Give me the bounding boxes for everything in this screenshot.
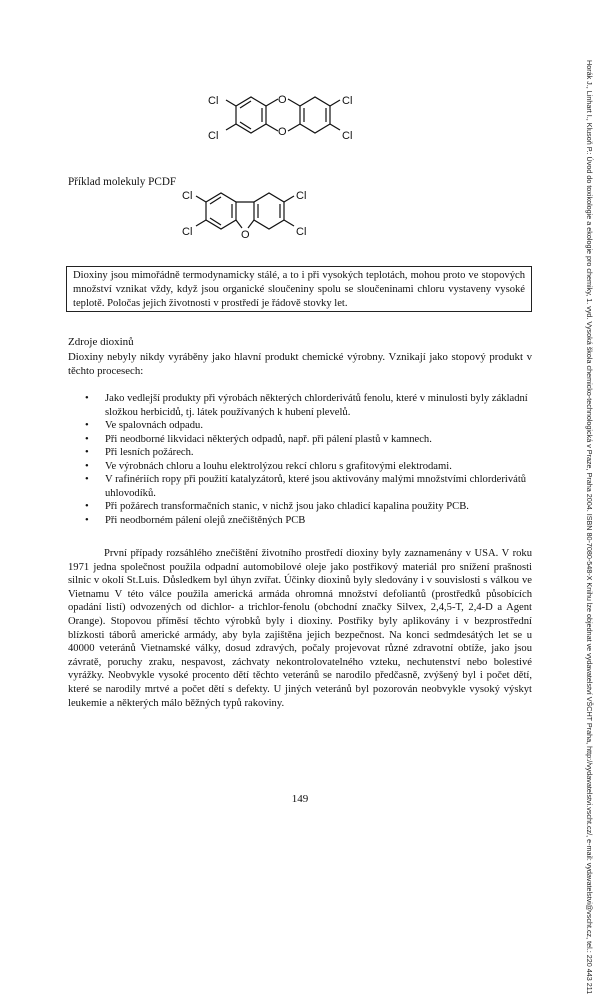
pcdd-oxygen-top: O: [278, 94, 287, 106]
list-item: [68, 392, 532, 419]
pcdf-structure: [0, 180, 600, 260]
bullet-icon: •: [85, 501, 89, 512]
list-item-text: Při neodborném pálení olejů znečištěných PCB: [105, 514, 306, 526]
list-item-text: Ve výrobnách chloru a louhu elektrolýzou rekcí chloru s grafitovými elektrodami.: [105, 460, 452, 472]
section-intro: Dioxiny nebyly nikdy vyráběny jako hlavní produkt chemické výrobny. Vznikají jako stopový produkt v těchto procesech:: [68, 351, 532, 377]
pcdf-cl-bottom-right: Cl: [296, 226, 307, 238]
pcdd-structure: [0, 0, 600, 170]
body-paragraph: První případy rozsáhlého znečištění životního prostředí dioxiny byly zaznamenány v USA. V roku 1971 jedna společnost použila odpadní automobilové oleje jako postřikový materiál pro snížení prašnosti silnic v okolí St.Luis. Důsledkem byl úhyn zvířat. Účinky dioxinů byly sledovány i v souvislosti s válkou ve Vietnamu V této válce použila americká armáda ohromná množství defoliantů (prostředků působících opadání listí) odvozených od dichlor- a trichlor-fenolu (obchodní značky Silvex, 2,4,5-T, 2,4-D a Agent Orange). Stopovou příměsí těchto výrobků byly i dioxiny. Postřiky byly aplikovány i v bezprostřední blízkosti táborů americké armády, aby byla zajištěna jejich bezpečnost. Na konci sedmdesátých let se u 40000 veteránů Vietnamské války, dosud zdravých, počaly projevovat různé zdravotní obtíže, jako jsou závratě, poruchy zraku, nespavost, záchvaty nekontrolovatelného vzteku, nechutenství nebo bolestivé vyrážky. Neobvykle vysoké procento dětí těchto veteránů se narodilo předčasně, zvýšený byl i počet dětí, které se narodily mrtvé a počet dětí s defekty. U jiných veteránů byl pozorován neobvykle vysoký výskyt leukemie a některých málo běžných typů rakoviny.: [68, 548, 532, 709]
bullet-icon: •: [85, 514, 89, 526]
bullet-icon: •: [85, 393, 89, 404]
pcdd-cl-bottom-right: Cl: [342, 130, 353, 142]
list-item: [68, 473, 532, 500]
list-item: [68, 433, 532, 447]
pcdd-cl-bottom-left: Cl: [208, 130, 219, 142]
list-item-text: Jako vedlejší produkty při výrobách některých chlorderivátů fenolu, které v minulosti byly základní složkou herbicidů, tj. látek používaných k hubení plevelů.: [105, 393, 528, 418]
highlight-box: Dioxiny jsou mimořádně termodynamicky stálé, a to i při vysokých teplotách, mohou proto ve stopových množství vznikat vždy, když jsou organické sloučeniny spolu se sloučeninami chloru vystaveny vysoké teplotě. Poločas jejich životnosti v prostředí je řádově stovky let.: [66, 266, 532, 312]
list-item: [68, 500, 532, 514]
section-heading: Zdroje dioxinů: [68, 336, 134, 348]
pcdd-cl-top-left: Cl: [208, 95, 219, 107]
pcdf-cl-bottom-left: Cl: [182, 226, 193, 238]
page-number: 149: [291, 793, 309, 805]
side-citation: [568, 60, 594, 994]
bullet-icon: •: [85, 474, 89, 485]
bullet-icon: •: [85, 460, 89, 472]
list-item: [68, 514, 532, 528]
pcdf-cl-top-right: Cl: [296, 190, 307, 202]
bullet-icon: •: [85, 420, 89, 431]
list-item-text: Při neodborné likvidaci některých odpadů, např. při pálení plastů v kamnech.: [105, 433, 432, 445]
list-item: [68, 460, 532, 474]
figure-caption: Příklad molekuly PCDF: [68, 176, 177, 188]
list-item-text: Při lesních požárech.: [105, 447, 194, 458]
sources-list: [68, 392, 532, 527]
bullet-icon: •: [85, 447, 89, 458]
pcdf-oxygen: O: [241, 229, 250, 241]
list-item-text: Při požárech transformačních stanic, v nichž jsou jako chladicí kapalina použity PCB.: [105, 501, 469, 512]
list-item-text: Ve spalovnách odpadu.: [105, 420, 203, 431]
pcdd-oxygen-bottom: O: [278, 126, 287, 138]
bullet-icon: •: [85, 433, 89, 445]
side-citation-text: Horák J., Linhart I., Klusoň P.: Úvod do toxikologie a ekologie pro chemiky, 1. vyd. Vysoká škola chemicko-technologická v Praze, Praha 2004. ISBN 80-7080-548-X Knihu lze objednat ve vydavatelství VŠCHT Praha, http://vydavatelstvi.vscht.cz/, e-mail: vydavatelstvi@vscht.cz, tel.: 220 443 211: [585, 60, 594, 994]
pcdd-cl-top-right: Cl: [342, 95, 353, 107]
list-item: [68, 446, 532, 460]
list-item-text: V rafinériích ropy při použití katalyzátorů, které jsou aktivovány malými množstvími chlorderivátů uhlovodíků.: [105, 474, 527, 499]
pcdf-cl-top-left: Cl: [182, 190, 193, 202]
list-item: [68, 419, 532, 433]
